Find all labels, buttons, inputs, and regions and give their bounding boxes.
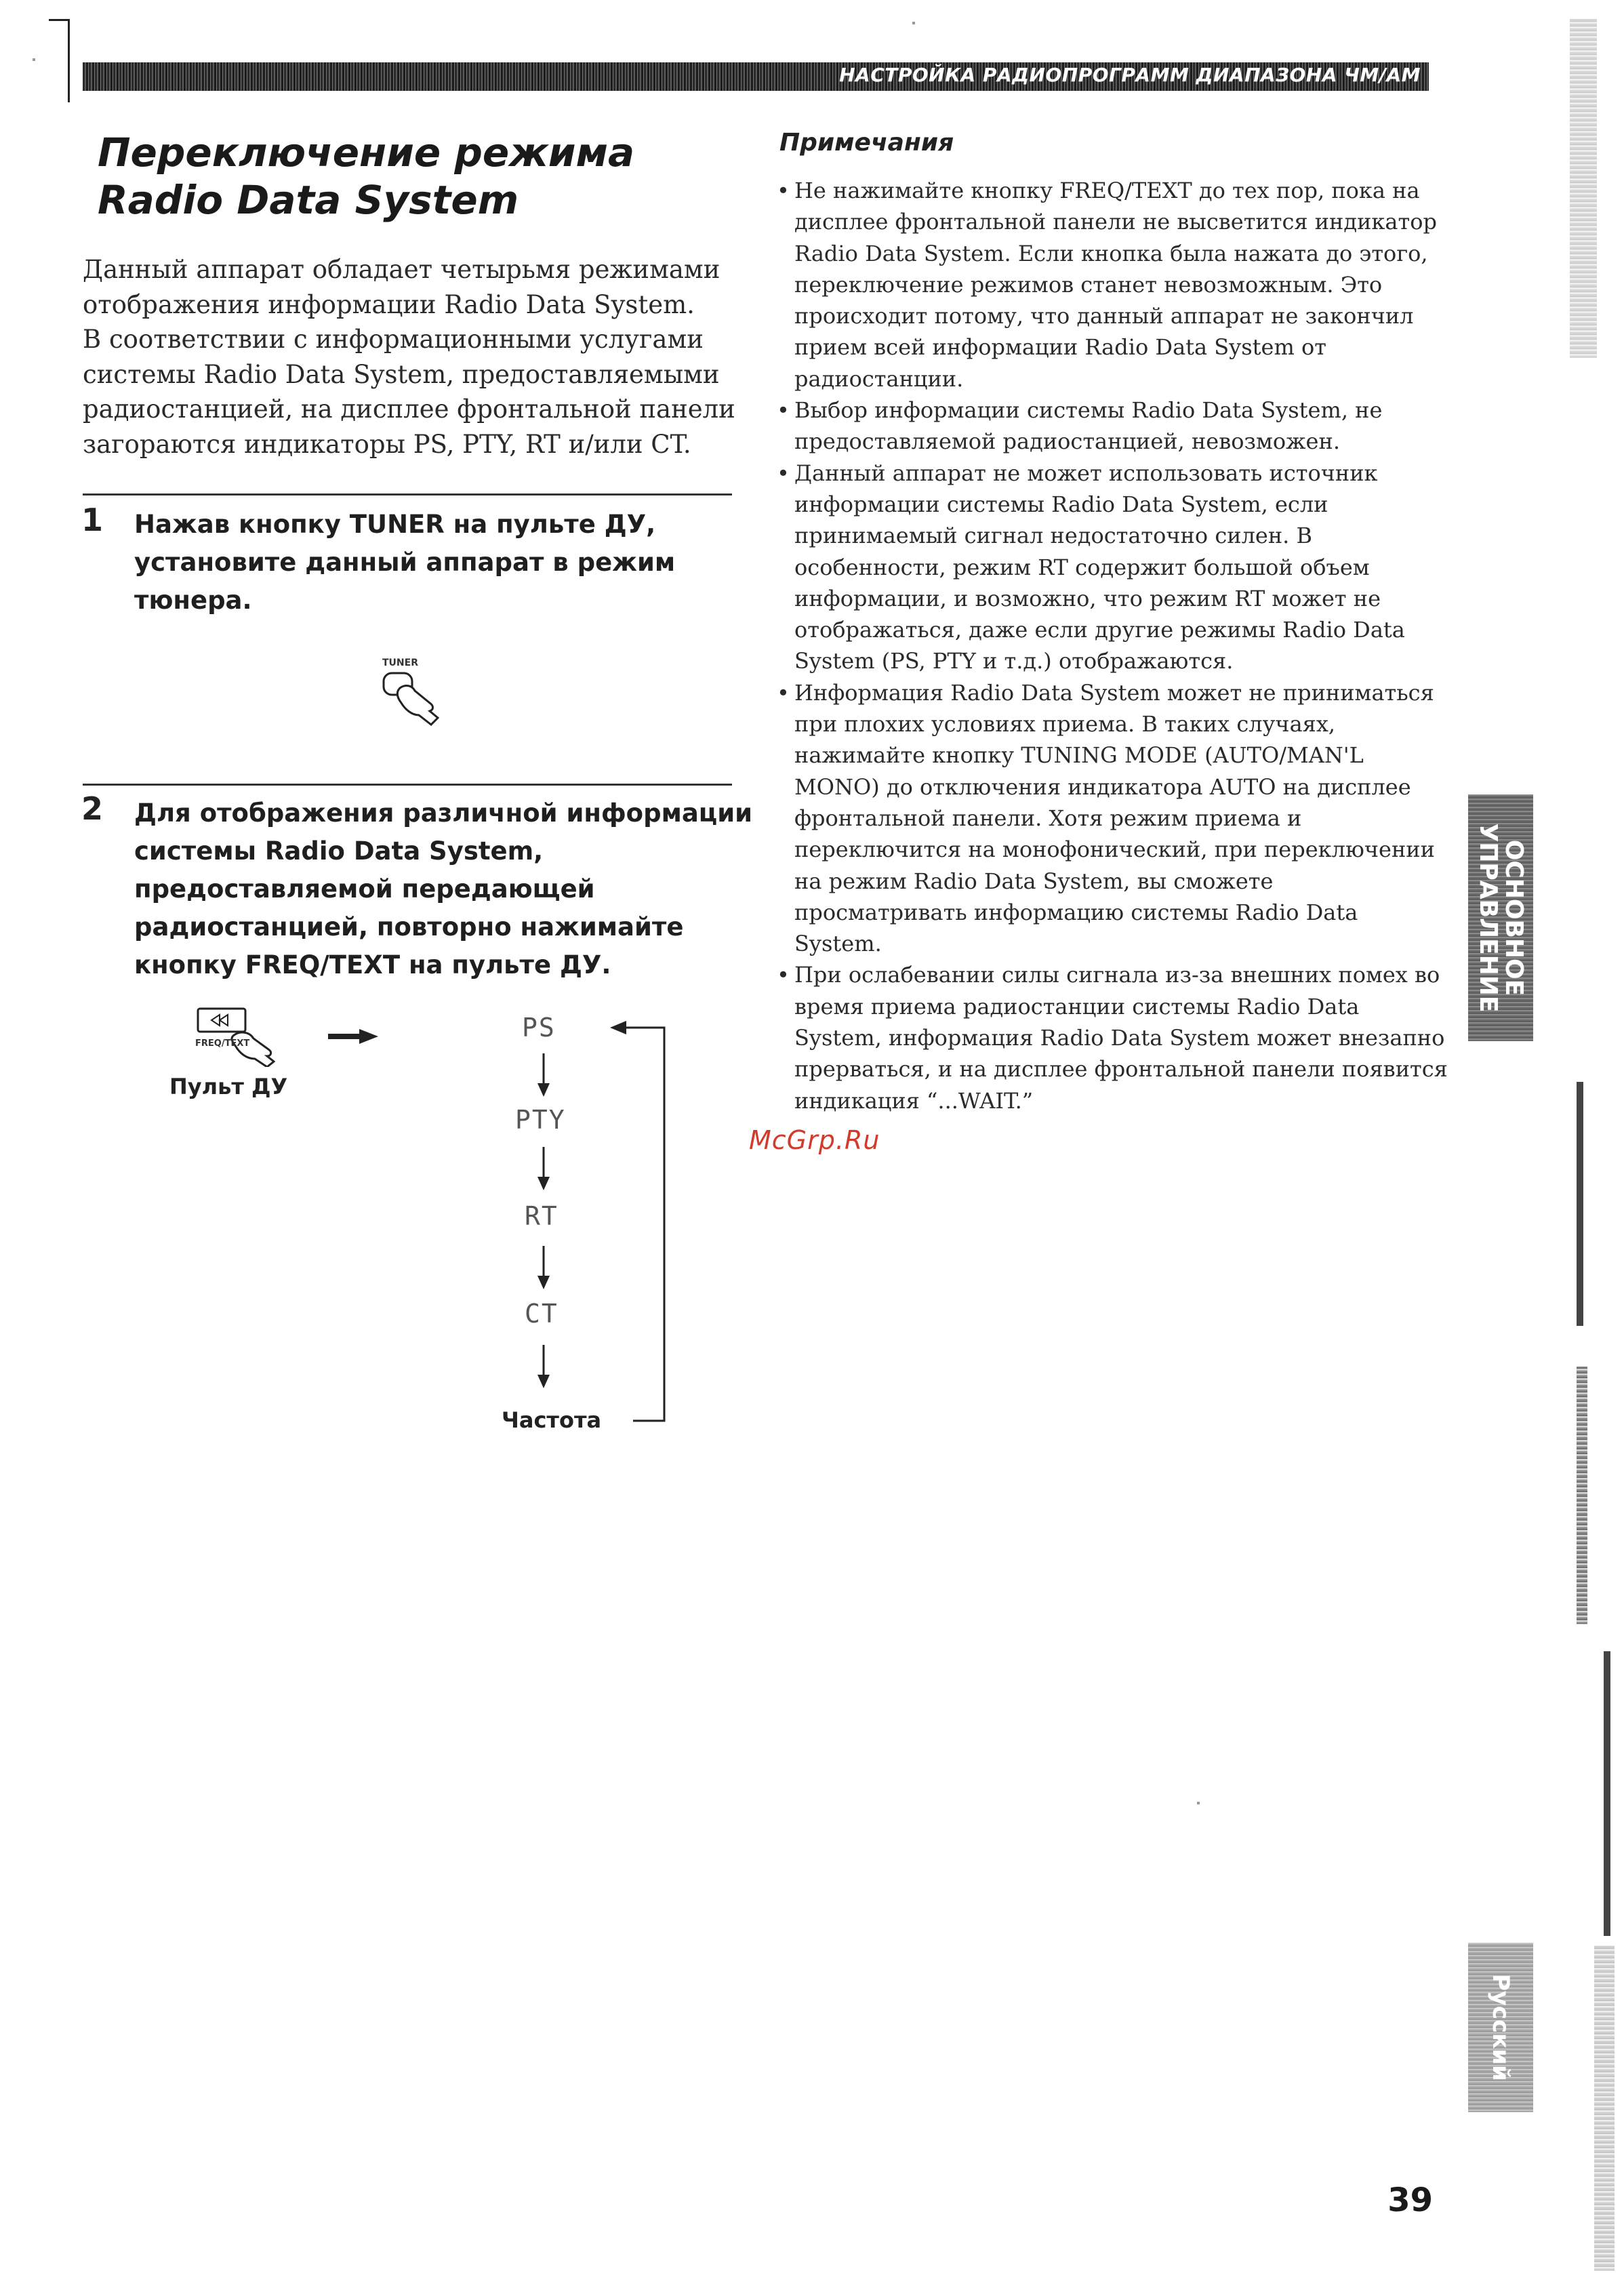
edge-strip xyxy=(1577,1367,1587,1624)
note-item xyxy=(773,959,1448,1116)
right-arrow-icon xyxy=(327,1026,381,1047)
page-title-line: Radio Data System xyxy=(98,177,519,223)
page-title-line: Переключение режима xyxy=(98,129,635,176)
note-line: индикация “...WAIT.” xyxy=(794,1087,1034,1114)
note-line: фронтальной панели. Хотя режим приема и xyxy=(794,805,1302,831)
notes-list xyxy=(773,175,1448,1116)
mode-rt: RT xyxy=(525,1201,559,1231)
remote-label: Пульт ДУ xyxy=(169,1074,288,1099)
note-line: информации, и возможно, что режим RT может не xyxy=(794,585,1381,611)
note-line: особенности, режим RT содержит большой объем xyxy=(794,554,1370,580)
note-line: MONO) до отключения индикатора AUTO на дисплее xyxy=(794,773,1411,800)
note-line: при плохих условиях приема. В таких случаях, xyxy=(794,711,1336,738)
note-line: на режим Radio Data System, вы сможете xyxy=(794,868,1274,894)
side-tab-language-text: Русский xyxy=(1487,1973,1514,2082)
intro-line: системы Radio Data System, предоставляемыми xyxy=(83,359,720,389)
note-line: прием всей информации Radio Data System от xyxy=(794,334,1326,361)
note-line: • При ослабевании силы сигнала из-за внешних помех во xyxy=(794,962,1440,988)
scan-corner-mark xyxy=(49,19,70,102)
step-2-rule xyxy=(83,784,732,786)
header-title: НАСТРОЙКА РАДИОПРОГРАММ ДИАПАЗОНА ЧМ/АМ xyxy=(839,64,1421,86)
step-1-line: Нажав кнопку TUNER на пульте ДУ, xyxy=(134,510,656,539)
down-arrow-icon xyxy=(535,1246,552,1291)
step-1-rule xyxy=(83,493,732,496)
tuner-button-label: TUNER xyxy=(382,658,418,668)
step-2-line: кнопку FREQ/TEXT на пульте ДУ. xyxy=(134,950,611,979)
step-1-number: 1 xyxy=(81,502,104,538)
note-line: происходит потому, что данный аппарат не закончил xyxy=(794,303,1414,329)
note-item xyxy=(773,175,1437,395)
notes-heading: Примечания xyxy=(779,129,954,157)
side-tab-basic-line: ОСНОВНОЕ xyxy=(1500,839,1528,996)
mode-pty: PTY xyxy=(515,1105,566,1135)
step-1-line: тюнера. xyxy=(134,586,252,615)
mode-ps: PS xyxy=(522,1013,556,1043)
down-arrow-icon xyxy=(535,1147,552,1192)
mode-ct: CT xyxy=(525,1299,559,1329)
page-title xyxy=(98,129,635,224)
note-line: • Выбор информации системы Radio Data System, не xyxy=(794,397,1383,424)
note-line: прерваться, и на дисплее фронтальной панели появится xyxy=(794,1056,1448,1083)
frequency-label: Частота xyxy=(502,1407,602,1433)
note-line: • Информация Radio Data System может не приниматься xyxy=(794,679,1434,706)
note-line: System. xyxy=(794,931,882,957)
note-line: • Данный аппарат не может использовать источник xyxy=(794,460,1378,486)
freq-text-button-label: FREQ/TEXT xyxy=(195,1038,250,1049)
note-line: System, информация Radio Data System может внезапно xyxy=(794,1025,1445,1051)
note-line: информации системы Radio Data System, если xyxy=(794,491,1328,517)
edge-noise xyxy=(1570,19,1597,358)
step-2-line: радиостанцией, повторно нажимайте xyxy=(134,912,684,942)
intro-line: загораются индикаторы PS, PTY, RT и/или CT. xyxy=(83,429,691,459)
note-line: просматривать информацию системы Radio Data xyxy=(794,899,1358,925)
side-tab-language xyxy=(1468,1943,1533,2112)
edge-bar xyxy=(1577,1082,1583,1326)
note-line: переключение режимов станет невозможным. Это xyxy=(794,271,1383,298)
tuner-press-icon xyxy=(380,668,461,729)
step-2-number: 2 xyxy=(81,790,104,827)
intro-line: Данный аппарат обладает четырьмя режимами xyxy=(83,255,720,284)
note-line: переключится на монофонический, при переключении xyxy=(794,836,1435,863)
note-line: принимаемый сигнал недостаточно силен. В xyxy=(794,523,1313,549)
intro-paragraph xyxy=(83,252,735,462)
step-2-line: Для отображения различной информации xyxy=(134,799,753,828)
note-line: нажимайте кнопку TUNING MODE (AUTO/MAN'L xyxy=(794,742,1364,769)
edge-noise xyxy=(1594,1945,1615,2271)
note-line: System (PS, PTY и т.д.) отображаются. xyxy=(794,648,1234,674)
header-band xyxy=(83,62,1429,91)
note-line: Radio Data System. Если кнопка была нажата до этого, xyxy=(794,240,1428,266)
intro-line: радиостанцией, на дисплее фронтальной панели xyxy=(83,395,735,424)
step-2-text xyxy=(134,794,753,984)
scan-dust xyxy=(33,58,35,61)
note-line: отображаться, даже если другие режимы Radio Data xyxy=(794,617,1405,643)
down-arrow-icon xyxy=(535,1053,552,1098)
note-item xyxy=(773,395,1437,458)
note-line: радиостанции. xyxy=(794,365,964,392)
return-loop-arrow xyxy=(603,1013,671,1433)
intro-line: В соответствии с информационными услугами xyxy=(83,325,704,354)
side-tab-basic-text xyxy=(1475,824,1526,1013)
side-tab-basic-line: УПРАВЛЕНИЕ xyxy=(1474,823,1502,1013)
scan-dust xyxy=(1197,1802,1200,1804)
freq-text-press-icon xyxy=(192,1006,294,1067)
note-line: время приема радиостанции системы Radio Data xyxy=(794,993,1360,1019)
watermark: McGrp.Ru xyxy=(749,1125,880,1155)
note-line: дисплее фронтальной панели не высветится индикатор xyxy=(794,209,1437,235)
edge-bar xyxy=(1604,1651,1610,1936)
down-arrow-icon xyxy=(535,1345,552,1390)
scan-dust xyxy=(912,22,915,24)
step-2-line: системы Radio Data System, xyxy=(134,836,544,866)
note-item xyxy=(773,458,1437,677)
note-line: • Не нажимайте кнопку FREQ/TEXT до тех пор, пока на xyxy=(794,178,1420,203)
intro-line: отображения информации Radio Data System. xyxy=(83,289,695,319)
step-1-line: установите данный аппарат в режим xyxy=(134,548,676,577)
note-item xyxy=(773,677,1437,960)
step-2-line: предоставляемой передающей xyxy=(134,874,595,904)
side-tab-basic-operation xyxy=(1468,794,1533,1041)
step-1-text xyxy=(134,506,731,620)
note-line: предоставляемой радиостанцией, невозможен. xyxy=(794,428,1340,455)
page-number: 39 xyxy=(1387,2181,1433,2219)
